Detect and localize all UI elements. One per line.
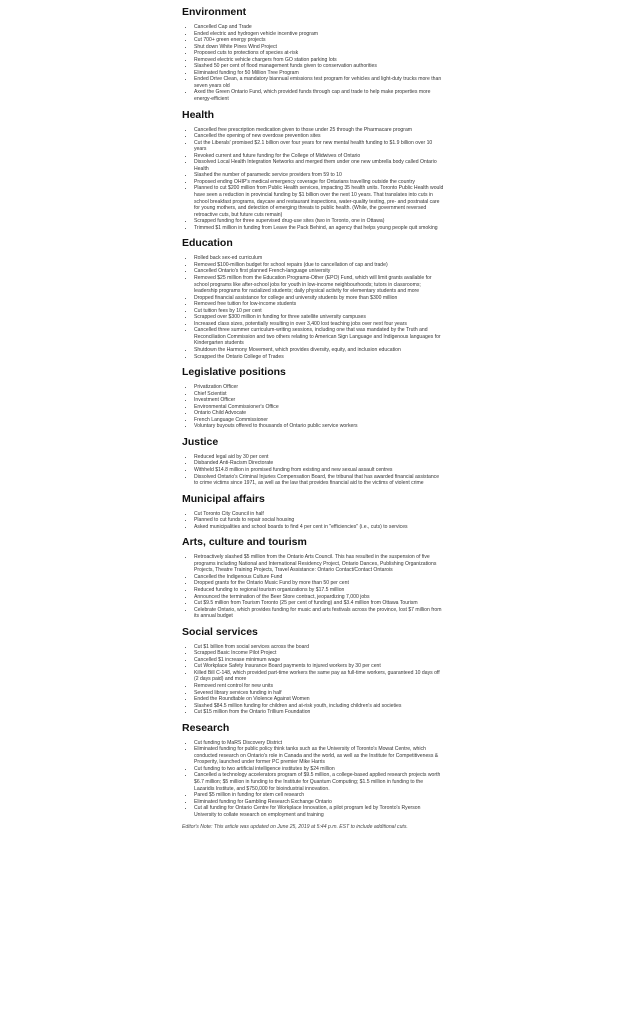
list-item: • Reduced legal aid by 30 per cent [194,454,444,461]
list-item: • Eliminated funding for 50 Million Tree Program [194,70,444,77]
section-heading: Education [182,237,233,250]
section-social-services [182,626,444,716]
list-item: • Cut $1 billion from social services across the board [194,644,444,651]
list-item: • Shutdown the Harmony Movement, which provides diversity, equity, and inclusion education [194,347,444,354]
list-item: • Removed free tuition for low-income students [194,301,444,308]
list-item: • Slashed 50 per cent of flood management funds given to conservation authorities [194,63,444,70]
list-item: • Cut $9.5 million from Tourism Toronto (25 per cent of funding) and $3.4 million from Ottawa Tourism [194,600,444,607]
list-item: • Increased class sizes, potentially resulting in over 3,400 lost teaching jobs over next four years [194,321,444,328]
list-item: • Slashed $84.5 million funding for children and at-risk youth, including children's aid societies [194,703,444,710]
list-item: • Dropped financial assistance for college and university students by more than $300 million [194,295,444,302]
list-item: • Cancelled Ontario's first planned French-language university [194,268,444,275]
cuts-list [182,454,444,487]
list-item: • Cancelled the Indigenous Culture Fund [194,574,444,581]
list-item: • Ontario Child Advocate [194,410,444,417]
article-body [182,6,444,831]
list-item: • Cut the Liberals' promised $2.1 billion over four years for new mental health funding to $1.9 billion over 10 years [194,140,444,153]
list-item: • Planned to cut $200 million from Public Health services, impacting 35 health units. Toronto Public Health would have seen a reduction in provincial funding by $1 billion over the next 10 years. That translates into cuts in school breakfast programs, daycare and restaurant inspections, water-quality testing, pre- and postnatal care for young mothers, and detection of emerging threats to public health. (While, the government reversed retroactive cuts, but future cuts remain) [194,185,444,218]
list-item: • Cut Workplace Safety Insurance Board payments to injured workers by 30 per cent [194,663,444,670]
section-arts-culture-and-tourism [182,536,444,619]
list-item: • Privatization Officer [194,384,444,391]
section-research [182,722,444,819]
list-item: • Removed $100-million budget for school repairs (due to cancellation of cap and trade) [194,262,444,269]
cuts-list [182,511,444,531]
list-item: • Scrapped over $300 million in funding for three satellite university campuses [194,314,444,321]
list-item: • Cut tuition fees by 10 per cent [194,308,444,315]
list-item: • Scrapped funding for three supervised drug-use sites (two in Toronto, one in Ottawa) [194,218,444,225]
list-item: • Planned to cut funds to repair social housing [194,517,444,524]
section-heading: Legislative positions [182,366,286,379]
list-item: • Cut 700+ green energy projects [194,37,444,44]
list-item: • Eliminated funding for public policy think tanks such as the University of Toronto's Mowat Centre, which conducted research on Ontario's role in Canada and the world, as well as the Institute for Competitiveness & Prosperity, launched under former PC premier Mike Harris [194,746,444,766]
section-justice [182,436,444,487]
section-municipal-affairs [182,493,444,531]
list-item: • Killed Bill C-148, which provided part-time workers the same pay as full-time workers, guaranteed 10 days off (2 days paid) and more [194,670,444,683]
section-heading: Health [182,108,215,121]
list-item: • Cut funding to two artificial intelligence institutes by $24 million [194,766,444,773]
section-heading: Environment [182,6,247,18]
list-item: • Ended electric and hydrogen vehicle incentive program [194,31,444,38]
list-item: • Cancelled three summer curriculum-writing sessions, including one that was mandated by the Truth and Reconciliation Commission and two others relating to American Sign Language and Indigenous languages for Kindergarten students [194,327,444,347]
list-item: • Slashed the number of paramedic service providers from 59 to 10 [194,172,444,179]
list-item: • Investment Officer [194,397,444,404]
cuts-list [182,740,444,819]
list-item: • Disbanded Anti-Racism Directorate [194,460,444,467]
list-item: • Eliminated funding for Gambling Research Exchange Ontario [194,799,444,806]
list-item: • Dissolved Local Health Integration Networks and merged them under one new umbrella body called Ontario Health [194,159,444,172]
section-heading: Justice [182,435,219,448]
section-heading: Social services [182,625,258,638]
list-item: • Cancelled Cap and Trade [194,24,444,31]
list-item: • Chief Scientist [194,391,444,398]
list-item: • French Language Commissioner [194,417,444,424]
editor-note: Editor's Note: This article was updated on June 25, 2019 at 5:44 p.m. EST to include additional cuts. [182,824,408,831]
section-heading: Municipal affairs [182,492,265,505]
section-health [182,109,444,232]
list-item: • Cancelled a technology accelerators program of $9.5 million, a college-based applied research projects worth $6.7 million; $5 million in funding to the Institute for Quantum Computing; $1.5 million in funding to the Lazaridis Institute, and $750,000 for bioindustrial innovation. [194,772,444,792]
list-item: • Reduced funding to regional tourism organizations by $17.5 million [194,587,444,594]
list-item: • Cut funding to MaRS Discovery District [194,740,444,747]
list-item: • Dissolved Ontario's Criminal Injuries Compensation Board, the tribunal that has awarded financial assistance to crime victims since 1971, as well as the law that provides financial aid to the victims of violent crime [194,474,444,487]
list-item: • Severed library services funding in half [194,690,444,697]
cuts-list [182,554,444,619]
list-item: • Proposed cuts to protections of species at-risk [194,50,444,57]
list-item: • Revoked current and future funding for the College of Midwives of Ontario [194,153,444,160]
list-item: • Asked municipalities and school boards to find 4 per cent in "efficiencies" (i.e., cuts) to services [194,524,444,531]
list-item: • Proposed ending OHIP's medical emergency coverage for Ontarians travelling outside the country [194,179,444,186]
cuts-list [182,384,444,430]
cuts-list [182,24,444,103]
list-item: • Cut Toronto City Council in half [194,511,444,518]
list-item: • Scrapped the Ontario College of Trades [194,354,444,361]
list-item: • Announced the termination of the Beer Store contract, jeopardizing 7,000 jobs [194,594,444,601]
list-item: • Celebrate Ontario, which provides funding for music and arts festivals across the province, lost $7 million from its annual budget [194,607,444,620]
list-item: • Scrapped Basic Income Pilot Project [194,650,444,657]
list-item: • Removed rent control for new units [194,683,444,690]
cuts-list [182,255,444,360]
list-item: • Retroactively slashed $5 million from the Ontario Arts Council. This has resulted in the suspension of five programs including National and International Residency Project, Ontario Dances, Publishing Organizations Projects, Theatre Training Projects, Travel Assistance: Ontario Contact/Contact Ontarois [194,554,444,574]
section-education [182,237,444,360]
list-item: • Trimmed $1 million in funding from Leave the Pack Behind, an agency that helps young people quit smoking [194,225,444,232]
cuts-list [182,644,444,716]
cuts-list [182,127,444,232]
section-heading: Research [182,721,230,734]
section-environment [182,6,444,103]
list-item: • Withheld $14.8 million in promised funding from existing and new sexual assault centres [194,467,444,474]
list-item: • Cancelled free prescription medication given to those under 25 through the Pharmacare program [194,127,444,134]
list-item: • Cancelled $1 increase minimum wage [194,657,444,664]
list-item: • Environmental Commissioner's Office [194,404,444,411]
list-item: • Rolled back sex-ed curriculum [194,255,444,262]
list-item: • Dropped grants for the Ontario Music Fund by more than 50 per cent [194,580,444,587]
list-item: • Ended the Roundtable on Violence Against Women [194,696,444,703]
list-item: • Pared $5 million in funding for stem cell research [194,792,444,799]
list-item: • Ended Drive Clean, a mandatory biannual emissions test program for vehicles and light-duty trucks more than seven years old [194,76,444,89]
section-legislative-positions [182,366,444,430]
list-item: • Axed the Green Ontario Fund, which provided funds through cap and trade to help make properties more energy-efficient [194,89,444,102]
list-item: • Removed electric vehicle chargers from GO station parking lots [194,57,444,64]
list-item: • Cancelled the opening of new overdose prevention sites [194,133,444,140]
section-heading: Arts, culture and tourism [182,536,307,549]
list-item: • Cut $15 million from the Ontario Trillium Foundation [194,709,444,716]
list-item: • Cut all funding for Ontario Centre for Workplace Innovation, a pilot program led by Toronto's Ryerson University to collate research on employment and training [194,805,444,818]
list-item: • Voluntary buyouts offered to thousands of Ontario public service workers [194,423,444,430]
list-item: • Removed $25 million from the Education Programs-Other (EPO) Fund, which will limit grants available for school programs like after-school jobs for youth in low-income neighbourhoods; tutors in classrooms; leadership programs for racialized students; daily physical activity for elementary students and more [194,275,444,295]
list-item: • Shut down White Pines Wind Project [194,44,444,51]
